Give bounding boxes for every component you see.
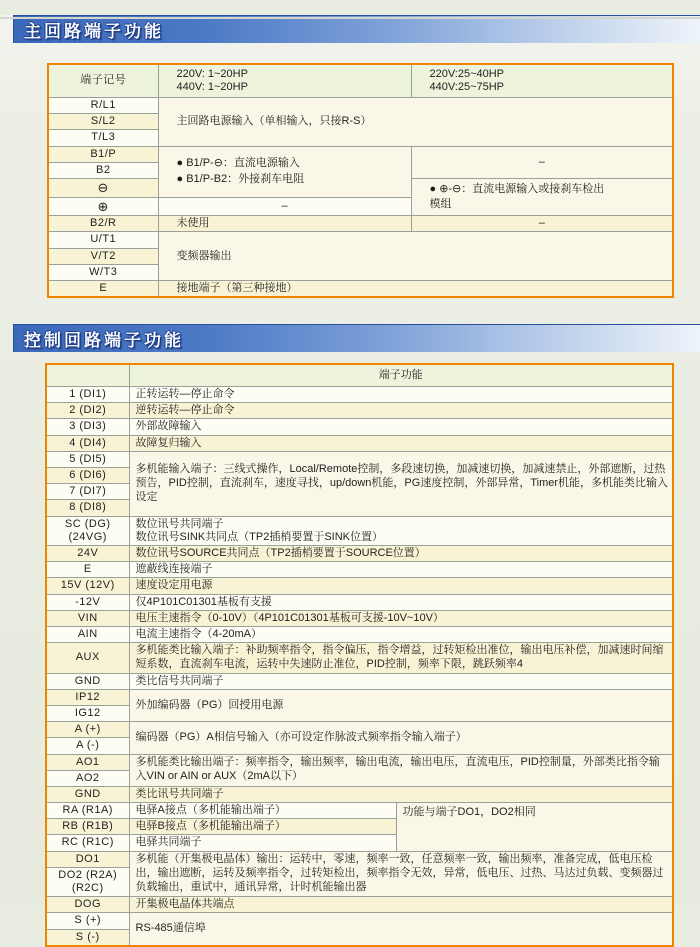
terminal-cell: T/L3	[48, 130, 158, 146]
table-row	[48, 216, 673, 232]
cell-line: ● B1/P-B2：外接刹车电阻	[176, 173, 305, 186]
terminal-cell: 8 (DI8)	[46, 500, 129, 516]
table-row	[46, 594, 673, 610]
terminal-cell: B2	[48, 162, 158, 178]
terminal-cell: 3 (DI3)	[46, 419, 129, 435]
table-row	[46, 689, 673, 705]
terminal-cell-minus: ⊖	[48, 178, 158, 197]
table-row	[46, 545, 673, 561]
function-cell-ground: 接地端子（第三种接地）	[158, 280, 673, 297]
header-terminal-label: 端子记号	[48, 64, 158, 98]
terminal-cell: 6 (DI6)	[46, 468, 129, 484]
function-cell: 电压主速指令（0-10V）（4P101C01301基板可支援-10V~10V）	[129, 610, 673, 626]
table-row	[46, 897, 673, 913]
table-header-row	[46, 364, 673, 387]
function-cell: 类比讯号共同端子	[129, 786, 673, 802]
function-cell: 仅4P101C01301基板有支援	[129, 594, 673, 610]
table-row	[46, 451, 673, 467]
function-cell-aux: 多机能类比输入端子：补助频率指令，指令偏压，指令增益，过转矩检出准位，输出电压补偿，加减速时间缩短系数，直流刹车电流，运转中失速防止准位，PID控制，频率下限，跳跃频率4	[129, 643, 673, 674]
header-small-hp-range	[158, 64, 411, 98]
cell-line: 数位讯号共同端子	[135, 517, 224, 530]
section-title-control: 控制回路端子功能	[24, 331, 184, 351]
cell-line: 440V:25~75HP	[429, 81, 505, 93]
cell-line: ● B1/P-⊖：直流电源输入	[176, 156, 300, 169]
function-cell: 电流主速指令（4-20mA）	[129, 626, 673, 642]
terminal-cell: GND	[46, 786, 129, 802]
header-function-label: 端子功能	[129, 364, 673, 387]
table-row	[46, 913, 673, 929]
terminal-cell: 5 (DI5)	[46, 451, 129, 467]
relay-note-cell: 功能与端子DO1，DO2相同	[396, 803, 673, 852]
terminal-cell: 24V	[46, 545, 129, 561]
terminal-cell: RB (R1B)	[46, 819, 129, 835]
table-row	[46, 403, 673, 419]
function-cell: 遮蔽线连接端子	[129, 562, 673, 578]
function-cell: 电驿B接点（多机能输出端子）	[129, 819, 396, 835]
cell-line: 220V: 1~20HP	[176, 67, 248, 80]
table-row	[46, 626, 673, 642]
terminal-cell: A (+)	[46, 722, 129, 738]
function-cell-unused: 未使用	[158, 216, 411, 232]
terminal-cell: S (+)	[46, 913, 129, 929]
table-row	[48, 146, 673, 162]
terminal-cell: 2 (DI2)	[46, 403, 129, 419]
terminal-cell: 15V (12V)	[46, 578, 129, 594]
section-header-control-circuit	[13, 324, 700, 352]
function-cell-multi-input: 多机能输入端子：三线式操作，Local/Remote控制，多段速切换，加减速切换，加减速禁止，外部遮断，过热预告，PID控制，直流刹车，速度寻找，up/down机能，PG速度控制，外部异常，Timer机能，多机能类比输入设定	[129, 451, 673, 516]
terminal-cell: AO1	[46, 754, 129, 770]
function-cell-inverter-output: 变频器输出	[158, 232, 673, 281]
table-row	[46, 435, 673, 451]
function-cell-power-input: 主回路电源输入（单相输入，只接R-S）	[158, 98, 673, 147]
function-cell-pg-a-phase: 编码器（PG）A相信号输入（亦可设定作脉波式频率指令输入端子）	[129, 722, 673, 754]
terminal-cell: 1 (DI1)	[46, 387, 129, 403]
terminal-cell: W/T3	[48, 264, 158, 280]
table-row	[46, 851, 673, 867]
table-row	[46, 387, 673, 403]
table-row	[46, 722, 673, 738]
terminal-cell: DO1	[46, 851, 129, 867]
terminal-cell: GND	[46, 673, 129, 689]
function-cell: 数位讯号SOURCE共同点（TP2插梢要置于SOURCE位置）	[129, 545, 673, 561]
function-cell-pg-power: 外加编码器（PG）回授用电源	[129, 689, 673, 721]
table-row	[46, 673, 673, 689]
terminal-cell: IG12	[46, 705, 129, 721]
header-large-hp-range	[411, 64, 673, 98]
terminal-cell: S (-)	[46, 929, 129, 946]
terminal-cell-plus: ⊕	[48, 197, 158, 216]
cell-line: SC (DG)	[64, 517, 111, 530]
table-row	[46, 643, 673, 674]
function-cell: 电驿共同端子	[129, 835, 396, 851]
terminal-cell: U/T1	[48, 232, 158, 248]
table-row	[46, 803, 673, 819]
terminal-cell: 4 (DI4)	[46, 435, 129, 451]
terminal-cell: AIN	[46, 626, 129, 642]
section-title-main: 主回路端子功能	[24, 22, 164, 41]
function-cell: 速度设定用电源	[129, 578, 673, 594]
page-top-rule	[0, 17, 700, 19]
terminal-cell: IP12	[46, 689, 129, 705]
terminal-cell: R/L1	[48, 98, 158, 114]
dash-cell: –	[411, 146, 673, 178]
terminal-cell: VIN	[46, 610, 129, 626]
table-header-row	[48, 64, 673, 98]
table-row	[46, 754, 673, 770]
function-cell: 逆转运转—停止命令	[129, 403, 673, 419]
cell-line: 数位讯号SINK共同点（TP2插梢要置于SINK位置）	[135, 530, 384, 543]
terminal-cell: RC (R1C)	[46, 835, 129, 851]
table-row	[48, 280, 673, 297]
terminal-cell: 7 (DI7)	[46, 484, 129, 500]
dash-cell: –	[411, 216, 673, 232]
cell-line: 220V:25~40HP	[429, 67, 505, 80]
function-cell: 类比信号共同端子	[129, 673, 673, 689]
control-circuit-table	[45, 363, 674, 947]
terminal-cell-do2	[46, 867, 129, 896]
terminal-cell: S/L2	[48, 114, 158, 130]
table-row	[46, 786, 673, 802]
section-header-main-circuit	[13, 15, 700, 43]
cell-line: (R2C)	[71, 882, 104, 894]
function-cell: 正转运转—停止命令	[129, 387, 673, 403]
terminal-cell: B2/R	[48, 216, 158, 232]
table-row	[46, 516, 673, 545]
main-circuit-table	[47, 63, 674, 298]
function-cell: 开集极电晶体共端点	[129, 897, 673, 913]
dash-cell: –	[158, 197, 411, 216]
function-cell-rs485: RS-485通信埠	[129, 913, 673, 946]
terminal-cell-sc	[46, 516, 129, 545]
header-empty-cell	[46, 364, 129, 387]
function-cell-dc-input-note: ● ⊕-⊖：直流电源输入或接刹车检出模组	[411, 178, 673, 215]
table-row	[46, 578, 673, 594]
terminal-cell: RA (R1A)	[46, 803, 129, 819]
cell-line: (24VG)	[68, 530, 107, 543]
function-cell: 电驿A接点（多机能输出端子）	[129, 803, 396, 819]
manual-page	[0, 15, 700, 943]
terminal-cell: AUX	[46, 643, 129, 674]
terminal-cell: E	[48, 280, 158, 297]
terminal-cell: V/T2	[48, 248, 158, 264]
terminal-cell: -12V	[46, 594, 129, 610]
function-cell-digital-output: 多机能（开集极电晶体）输出：运转中，零速，频率一致，任意频率一致，输出频率，准备完成，低电压检出，输出遮断，运转及频率指令，过转矩检出，频率指令无效，异常，低电压、过热、马达过负载、变频器过负载输出，重试中，通讯异常，计时机能输出器	[129, 851, 673, 897]
function-cell-dc-brake	[158, 146, 411, 197]
cell-line: 440V: 1~20HP	[176, 81, 248, 93]
terminal-cell: E	[46, 562, 129, 578]
function-cell-analog-output: 多机能类比输出端子：频率指令，输出频率，输出电流，输出电压，直流电压，PID控制量，外部类比指令输入VIN or AIN or AUX（2mA以下）	[129, 754, 673, 786]
terminal-cell: AO2	[46, 770, 129, 786]
terminal-cell: DOG	[46, 897, 129, 913]
table-row	[46, 610, 673, 626]
function-cell: 故障复归输入	[129, 435, 673, 451]
function-cell-sc	[129, 516, 673, 545]
terminal-cell: A (-)	[46, 738, 129, 754]
table-row	[46, 419, 673, 435]
cell-line: DO2 (R2A)	[58, 868, 118, 881]
table-row	[48, 232, 673, 248]
table-row	[46, 562, 673, 578]
function-cell: 外部故障输入	[129, 419, 673, 435]
terminal-cell: B1/P	[48, 146, 158, 162]
table-row	[48, 98, 673, 114]
